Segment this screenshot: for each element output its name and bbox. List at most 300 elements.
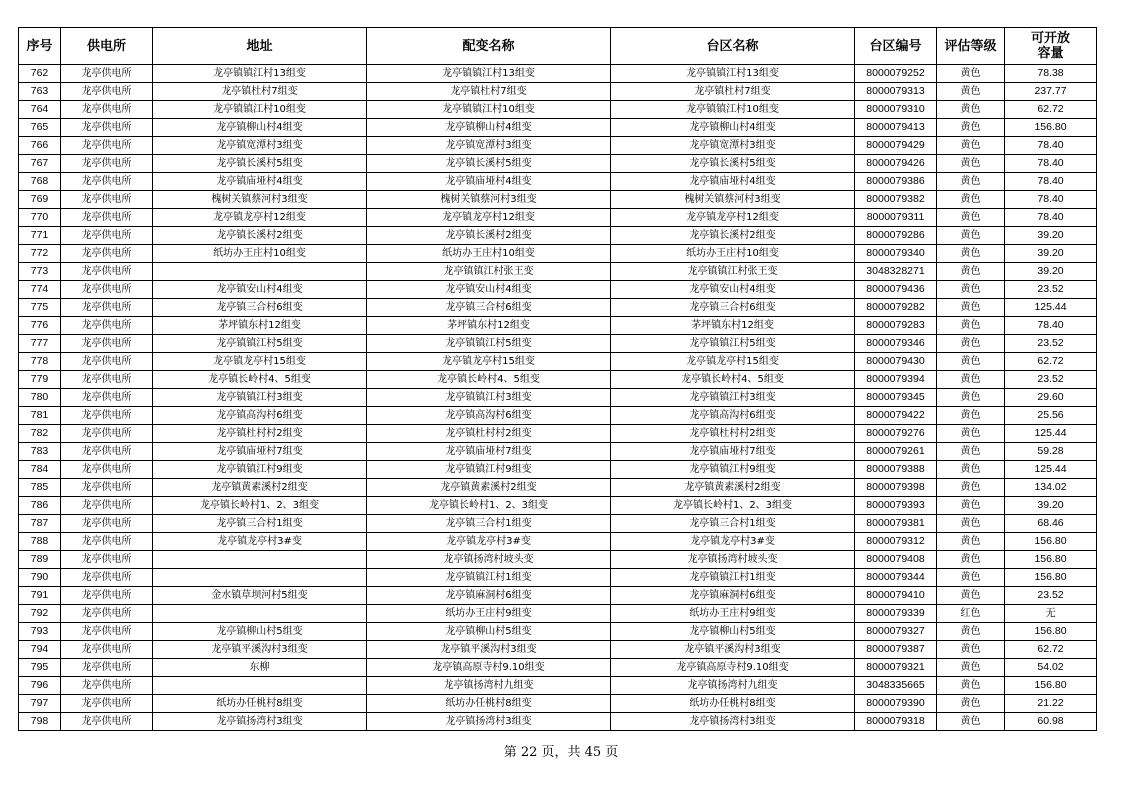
table-row bbox=[19, 209, 1097, 227]
cell-rating: 黄色 bbox=[937, 173, 1005, 191]
cell-transformer-name: 龙亭镇高原寺村9.10组变 bbox=[367, 659, 611, 677]
cell-area-name: 龙亭镇扬湾村坡头变 bbox=[611, 551, 855, 569]
cell-capacity: 156.80 bbox=[1005, 533, 1097, 551]
cell-station: 龙亭供电所 bbox=[61, 155, 153, 173]
cell-transformer-name: 龙亭镇庙垭村7组变 bbox=[367, 443, 611, 461]
cell-address: 龙亭镇庙垭村7组变 bbox=[153, 443, 367, 461]
header-row bbox=[19, 28, 1097, 65]
cell-capacity: 134.02 bbox=[1005, 479, 1097, 497]
cell-transformer-name: 龙亭镇三合村6组变 bbox=[367, 299, 611, 317]
table-row bbox=[19, 425, 1097, 443]
table-row bbox=[19, 371, 1097, 389]
cell-area-name: 龙亭镇黄素溪村2组变 bbox=[611, 479, 855, 497]
cell-address: 东柳 bbox=[153, 659, 367, 677]
cell-transformer-name: 龙亭镇长岭村1、2、3组变 bbox=[367, 497, 611, 515]
cell-station: 龙亭供电所 bbox=[61, 695, 153, 713]
cell-area-name: 龙亭镇宽潭村3组变 bbox=[611, 137, 855, 155]
cell-area-name: 纸坊办王庄村10组变 bbox=[611, 245, 855, 263]
cell-capacity: 125.44 bbox=[1005, 461, 1097, 479]
cell-area-code: 8000079282 bbox=[855, 299, 937, 317]
cell-station: 龙亭供电所 bbox=[61, 461, 153, 479]
cell-station: 龙亭供电所 bbox=[61, 605, 153, 623]
cell-station: 龙亭供电所 bbox=[61, 371, 153, 389]
table-row bbox=[19, 713, 1097, 731]
cell-capacity: 39.20 bbox=[1005, 227, 1097, 245]
cell-area-code: 8000079321 bbox=[855, 659, 937, 677]
cell-address: 纸坊办王庄村10组变 bbox=[153, 245, 367, 263]
cell-address: 纸坊办任桃村8组变 bbox=[153, 695, 367, 713]
cell-area-code: 8000079286 bbox=[855, 227, 937, 245]
cell-area-code: 3048335665 bbox=[855, 677, 937, 695]
cell-transformer-name: 龙亭镇扬湾村坡头变 bbox=[367, 551, 611, 569]
cell-area-name: 龙亭镇长溪村5组变 bbox=[611, 155, 855, 173]
cell-index: 790 bbox=[19, 569, 61, 587]
cell-rating: 黄色 bbox=[937, 83, 1005, 101]
cell-area-name: 龙亭镇龙亭村12组变 bbox=[611, 209, 855, 227]
cell-area-code: 8000079408 bbox=[855, 551, 937, 569]
cell-address: 龙亭镇柳山村5组变 bbox=[153, 623, 367, 641]
cell-capacity: 62.72 bbox=[1005, 101, 1097, 119]
cell-capacity: 78.40 bbox=[1005, 155, 1097, 173]
cell-capacity: 125.44 bbox=[1005, 425, 1097, 443]
cell-address: 龙亭镇镇江村9组变 bbox=[153, 461, 367, 479]
cell-index: 783 bbox=[19, 443, 61, 461]
cell-station: 龙亭供电所 bbox=[61, 551, 153, 569]
cell-index: 772 bbox=[19, 245, 61, 263]
table-row bbox=[19, 569, 1097, 587]
cell-area-name: 龙亭镇庙垭村4组变 bbox=[611, 173, 855, 191]
cell-transformer-name: 龙亭镇镇江村5组变 bbox=[367, 335, 611, 353]
table-row bbox=[19, 137, 1097, 155]
cell-area-name: 龙亭镇扬湾村3组变 bbox=[611, 713, 855, 731]
cell-area-name: 龙亭镇高沟村6组变 bbox=[611, 407, 855, 425]
cell-index: 797 bbox=[19, 695, 61, 713]
cell-area-name: 纸坊办任桃村8组变 bbox=[611, 695, 855, 713]
cell-station: 龙亭供电所 bbox=[61, 497, 153, 515]
cell-area-code: 8000079426 bbox=[855, 155, 937, 173]
cell-transformer-name: 龙亭镇镇江村3组变 bbox=[367, 389, 611, 407]
cell-capacity: 39.20 bbox=[1005, 497, 1097, 515]
cell-index: 796 bbox=[19, 677, 61, 695]
cell-area-code: 8000079398 bbox=[855, 479, 937, 497]
cell-index: 781 bbox=[19, 407, 61, 425]
cell-area-code: 8000079346 bbox=[855, 335, 937, 353]
cell-area-code: 8000079381 bbox=[855, 515, 937, 533]
cell-index: 765 bbox=[19, 119, 61, 137]
cell-rating: 黄色 bbox=[937, 335, 1005, 353]
cell-area-code: 8000079387 bbox=[855, 641, 937, 659]
cell-transformer-name: 龙亭镇长溪村2组变 bbox=[367, 227, 611, 245]
header-address: 地址 bbox=[153, 28, 367, 65]
cell-area-code: 8000079422 bbox=[855, 407, 937, 425]
table-row bbox=[19, 65, 1097, 83]
table-row bbox=[19, 299, 1097, 317]
table-row bbox=[19, 83, 1097, 101]
cell-area-name: 龙亭镇安山村4组变 bbox=[611, 281, 855, 299]
cell-rating: 黄色 bbox=[937, 425, 1005, 443]
table-row bbox=[19, 155, 1097, 173]
cell-capacity: 59.28 bbox=[1005, 443, 1097, 461]
cell-area-name: 龙亭镇杜村7组变 bbox=[611, 83, 855, 101]
cell-index: 763 bbox=[19, 83, 61, 101]
page-footer: 第 22 页，共 45 页 bbox=[503, 745, 619, 760]
cell-area-code: 8000079344 bbox=[855, 569, 937, 587]
cell-index: 787 bbox=[19, 515, 61, 533]
cell-transformer-name: 龙亭镇柳山村4组变 bbox=[367, 119, 611, 137]
cell-transformer-name: 纸坊办王庄村9组变 bbox=[367, 605, 611, 623]
cell-address: 龙亭镇镇江村5组变 bbox=[153, 335, 367, 353]
cell-area-name: 槐树关镇蔡河村3组变 bbox=[611, 191, 855, 209]
cell-transformer-name: 龙亭镇镇江村张王变 bbox=[367, 263, 611, 281]
cell-station: 龙亭供电所 bbox=[61, 515, 153, 533]
cell-station: 龙亭供电所 bbox=[61, 587, 153, 605]
table-row bbox=[19, 605, 1097, 623]
cell-address: 龙亭镇镇江村10组变 bbox=[153, 101, 367, 119]
table-row bbox=[19, 551, 1097, 569]
cell-index: 782 bbox=[19, 425, 61, 443]
cell-station: 龙亭供电所 bbox=[61, 569, 153, 587]
cell-address: 龙亭镇镇江村3组变 bbox=[153, 389, 367, 407]
header-station: 供电所 bbox=[61, 28, 153, 65]
cell-transformer-name: 龙亭镇麻洞村6组变 bbox=[367, 587, 611, 605]
data-table bbox=[18, 27, 1097, 731]
cell-transformer-name: 槐树关镇蔡河村3组变 bbox=[367, 191, 611, 209]
cell-capacity: 78.40 bbox=[1005, 173, 1097, 191]
cell-capacity: 39.20 bbox=[1005, 263, 1097, 281]
cell-address: 茅坪镇东村12组变 bbox=[153, 317, 367, 335]
cell-capacity: 78.40 bbox=[1005, 191, 1097, 209]
cell-area-code: 8000079410 bbox=[855, 587, 937, 605]
cell-rating: 黄色 bbox=[937, 263, 1005, 281]
table-row bbox=[19, 497, 1097, 515]
cell-index: 774 bbox=[19, 281, 61, 299]
cell-transformer-name: 龙亭镇扬湾村九组变 bbox=[367, 677, 611, 695]
cell-station: 龙亭供电所 bbox=[61, 443, 153, 461]
cell-index: 769 bbox=[19, 191, 61, 209]
cell-address bbox=[153, 263, 367, 281]
cell-station: 龙亭供电所 bbox=[61, 677, 153, 695]
cell-rating: 黄色 bbox=[937, 515, 1005, 533]
cell-area-name: 龙亭镇镇江村10组变 bbox=[611, 101, 855, 119]
cell-area-name: 龙亭镇扬湾村九组变 bbox=[611, 677, 855, 695]
table-row bbox=[19, 101, 1097, 119]
cell-area-name: 龙亭镇长溪村2组变 bbox=[611, 227, 855, 245]
cell-area-code: 8000079393 bbox=[855, 497, 937, 515]
cell-station: 龙亭供电所 bbox=[61, 191, 153, 209]
cell-rating: 黄色 bbox=[937, 497, 1005, 515]
cell-area-name: 龙亭镇龙亭村15组变 bbox=[611, 353, 855, 371]
cell-address: 龙亭镇宽潭村3组变 bbox=[153, 137, 367, 155]
cell-rating: 黄色 bbox=[937, 659, 1005, 677]
header-capacity bbox=[1005, 28, 1097, 65]
cell-transformer-name: 龙亭镇长岭村4、5组变 bbox=[367, 371, 611, 389]
cell-rating: 黄色 bbox=[937, 137, 1005, 155]
cell-area-name: 龙亭镇长岭村4、5组变 bbox=[611, 371, 855, 389]
cell-rating: 黄色 bbox=[937, 623, 1005, 641]
cell-rating: 黄色 bbox=[937, 533, 1005, 551]
cell-address: 龙亭镇镇江村13组变 bbox=[153, 65, 367, 83]
cell-index: 784 bbox=[19, 461, 61, 479]
cell-transformer-name: 龙亭镇龙亭村12组变 bbox=[367, 209, 611, 227]
table-row bbox=[19, 533, 1097, 551]
cell-rating: 黄色 bbox=[937, 587, 1005, 605]
table-row bbox=[19, 659, 1097, 677]
cell-area-code: 8000079311 bbox=[855, 209, 937, 227]
cell-capacity: 156.80 bbox=[1005, 551, 1097, 569]
cell-capacity: 39.20 bbox=[1005, 245, 1097, 263]
table-row bbox=[19, 677, 1097, 695]
table-row bbox=[19, 317, 1097, 335]
cell-address: 龙亭镇扬湾村3组变 bbox=[153, 713, 367, 731]
cell-area-code: 8000079313 bbox=[855, 83, 937, 101]
cell-area-code: 3048328271 bbox=[855, 263, 937, 281]
cell-capacity: 23.52 bbox=[1005, 371, 1097, 389]
cell-area-code: 8000079345 bbox=[855, 389, 937, 407]
cell-transformer-name: 龙亭镇长溪村5组变 bbox=[367, 155, 611, 173]
cell-rating: 黄色 bbox=[937, 299, 1005, 317]
cell-capacity: 78.40 bbox=[1005, 317, 1097, 335]
table-row bbox=[19, 173, 1097, 191]
cell-rating: 黄色 bbox=[937, 245, 1005, 263]
cell-transformer-name: 龙亭镇安山村4组变 bbox=[367, 281, 611, 299]
cell-index: 780 bbox=[19, 389, 61, 407]
cell-area-name: 龙亭镇三合村1组变 bbox=[611, 515, 855, 533]
cell-capacity: 156.80 bbox=[1005, 119, 1097, 137]
cell-area-code: 8000079382 bbox=[855, 191, 937, 209]
table-row bbox=[19, 281, 1097, 299]
cell-index: 791 bbox=[19, 587, 61, 605]
cell-transformer-name: 龙亭镇庙垭村4组变 bbox=[367, 173, 611, 191]
cell-area-name: 龙亭镇麻洞村6组变 bbox=[611, 587, 855, 605]
cell-transformer-name: 纸坊办任桃村8组变 bbox=[367, 695, 611, 713]
cell-transformer-name: 龙亭镇杜村村2组变 bbox=[367, 425, 611, 443]
cell-area-code: 8000079394 bbox=[855, 371, 937, 389]
cell-area-name: 龙亭镇三合村6组变 bbox=[611, 299, 855, 317]
cell-station: 龙亭供电所 bbox=[61, 425, 153, 443]
cell-station: 龙亭供电所 bbox=[61, 713, 153, 731]
cell-capacity: 62.72 bbox=[1005, 353, 1097, 371]
cell-station: 龙亭供电所 bbox=[61, 659, 153, 677]
cell-transformer-name: 龙亭镇龙亭村3#变 bbox=[367, 533, 611, 551]
cell-rating: 黄色 bbox=[937, 353, 1005, 371]
cell-index: 762 bbox=[19, 65, 61, 83]
cell-address bbox=[153, 677, 367, 695]
cell-area-code: 8000079327 bbox=[855, 623, 937, 641]
cell-address: 龙亭镇长溪村5组变 bbox=[153, 155, 367, 173]
cell-station: 龙亭供电所 bbox=[61, 101, 153, 119]
cell-station: 龙亭供电所 bbox=[61, 137, 153, 155]
table-row bbox=[19, 407, 1097, 425]
cell-rating: 黄色 bbox=[937, 641, 1005, 659]
cell-area-name: 龙亭镇庙垭村7组变 bbox=[611, 443, 855, 461]
cell-capacity: 78.38 bbox=[1005, 65, 1097, 83]
cell-area-code: 8000079340 bbox=[855, 245, 937, 263]
cell-area-code: 8000079312 bbox=[855, 533, 937, 551]
cell-rating: 黄色 bbox=[937, 155, 1005, 173]
table-row bbox=[19, 389, 1097, 407]
cell-transformer-name: 龙亭镇高沟村6组变 bbox=[367, 407, 611, 425]
cell-area-code: 8000079310 bbox=[855, 101, 937, 119]
cell-capacity: 60.98 bbox=[1005, 713, 1097, 731]
cell-address: 龙亭镇三合村6组变 bbox=[153, 299, 367, 317]
cell-index: 785 bbox=[19, 479, 61, 497]
cell-area-name: 龙亭镇柳山村5组变 bbox=[611, 623, 855, 641]
cell-rating: 黄色 bbox=[937, 65, 1005, 83]
table-row bbox=[19, 191, 1097, 209]
cell-area-name: 龙亭镇高原寺村9.10组变 bbox=[611, 659, 855, 677]
cell-area-code: 8000079318 bbox=[855, 713, 937, 731]
cell-address: 龙亭镇长岭村4、5组变 bbox=[153, 371, 367, 389]
cell-capacity: 237.77 bbox=[1005, 83, 1097, 101]
cell-index: 777 bbox=[19, 335, 61, 353]
cell-capacity: 21.22 bbox=[1005, 695, 1097, 713]
cell-address: 龙亭镇黄素溪村2组变 bbox=[153, 479, 367, 497]
cell-station: 龙亭供电所 bbox=[61, 119, 153, 137]
cell-station: 龙亭供电所 bbox=[61, 479, 153, 497]
cell-rating: 黄色 bbox=[937, 371, 1005, 389]
cell-station: 龙亭供电所 bbox=[61, 227, 153, 245]
cell-station: 龙亭供电所 bbox=[61, 335, 153, 353]
table-row bbox=[19, 263, 1097, 281]
cell-transformer-name: 纸坊办王庄村10组变 bbox=[367, 245, 611, 263]
cell-transformer-name: 龙亭镇柳山村5组变 bbox=[367, 623, 611, 641]
cell-address: 龙亭镇三合村1组变 bbox=[153, 515, 367, 533]
cell-area-name: 纸坊办王庄村9组变 bbox=[611, 605, 855, 623]
header-index: 序号 bbox=[19, 28, 61, 65]
cell-area-code: 8000079339 bbox=[855, 605, 937, 623]
cell-address: 龙亭镇庙垭村4组变 bbox=[153, 173, 367, 191]
cell-station: 龙亭供电所 bbox=[61, 407, 153, 425]
cell-transformer-name: 龙亭镇龙亭村15组变 bbox=[367, 353, 611, 371]
cell-station: 龙亭供电所 bbox=[61, 533, 153, 551]
cell-station: 龙亭供电所 bbox=[61, 245, 153, 263]
cell-rating: 红色 bbox=[937, 605, 1005, 623]
cell-index: 778 bbox=[19, 353, 61, 371]
table-row bbox=[19, 443, 1097, 461]
cell-index: 798 bbox=[19, 713, 61, 731]
cell-rating: 黄色 bbox=[937, 551, 1005, 569]
header-transformer-name: 配变名称 bbox=[367, 28, 611, 65]
cell-index: 794 bbox=[19, 641, 61, 659]
cell-rating: 黄色 bbox=[937, 569, 1005, 587]
cell-station: 龙亭供电所 bbox=[61, 317, 153, 335]
cell-station: 龙亭供电所 bbox=[61, 623, 153, 641]
cell-rating: 黄色 bbox=[937, 713, 1005, 731]
cell-rating: 黄色 bbox=[937, 101, 1005, 119]
cell-index: 766 bbox=[19, 137, 61, 155]
cell-index: 776 bbox=[19, 317, 61, 335]
cell-area-code: 8000079252 bbox=[855, 65, 937, 83]
cell-rating: 黄色 bbox=[937, 317, 1005, 335]
cell-area-name: 龙亭镇镇江村张王变 bbox=[611, 263, 855, 281]
cell-area-code: 8000079388 bbox=[855, 461, 937, 479]
table-row bbox=[19, 335, 1097, 353]
cell-index: 793 bbox=[19, 623, 61, 641]
cell-rating: 黄色 bbox=[937, 227, 1005, 245]
cell-address: 龙亭镇龙亭村3#变 bbox=[153, 533, 367, 551]
cell-area-code: 8000079283 bbox=[855, 317, 937, 335]
table-row bbox=[19, 461, 1097, 479]
cell-capacity: 78.40 bbox=[1005, 209, 1097, 227]
cell-transformer-name: 龙亭镇镇江村13组变 bbox=[367, 65, 611, 83]
table-row bbox=[19, 353, 1097, 371]
cell-station: 龙亭供电所 bbox=[61, 173, 153, 191]
cell-transformer-name: 茅坪镇东村12组变 bbox=[367, 317, 611, 335]
cell-index: 775 bbox=[19, 299, 61, 317]
cell-address bbox=[153, 569, 367, 587]
cell-area-code: 8000079386 bbox=[855, 173, 937, 191]
cell-area-name: 龙亭镇长岭村1、2、3组变 bbox=[611, 497, 855, 515]
cell-index: 770 bbox=[19, 209, 61, 227]
cell-address: 龙亭镇长岭村1、2、3组变 bbox=[153, 497, 367, 515]
header-capacity-text: 可开放容量 bbox=[1030, 31, 1070, 61]
table-row bbox=[19, 587, 1097, 605]
table-row bbox=[19, 623, 1097, 641]
cell-rating: 黄色 bbox=[937, 119, 1005, 137]
cell-address: 槐树关镇蔡河村3组变 bbox=[153, 191, 367, 209]
cell-transformer-name: 龙亭镇三合村1组变 bbox=[367, 515, 611, 533]
cell-index: 764 bbox=[19, 101, 61, 119]
cell-capacity: 156.80 bbox=[1005, 677, 1097, 695]
cell-address: 龙亭镇安山村4组变 bbox=[153, 281, 367, 299]
cell-capacity: 156.80 bbox=[1005, 623, 1097, 641]
cell-area-name: 龙亭镇镇江村9组变 bbox=[611, 461, 855, 479]
cell-address: 龙亭镇平溪沟村3组变 bbox=[153, 641, 367, 659]
cell-index: 792 bbox=[19, 605, 61, 623]
cell-area-name: 龙亭镇镇江村1组变 bbox=[611, 569, 855, 587]
cell-capacity: 54.02 bbox=[1005, 659, 1097, 677]
cell-index: 767 bbox=[19, 155, 61, 173]
cell-transformer-name: 龙亭镇扬湾村3组变 bbox=[367, 713, 611, 731]
table-row bbox=[19, 479, 1097, 497]
cell-index: 786 bbox=[19, 497, 61, 515]
cell-address: 龙亭镇高沟村6组变 bbox=[153, 407, 367, 425]
cell-transformer-name: 龙亭镇镇江村10组变 bbox=[367, 101, 611, 119]
table-row bbox=[19, 227, 1097, 245]
cell-area-name: 龙亭镇平溪沟村3组变 bbox=[611, 641, 855, 659]
cell-area-code: 8000079390 bbox=[855, 695, 937, 713]
cell-rating: 黄色 bbox=[937, 677, 1005, 695]
cell-area-name: 茅坪镇东村12组变 bbox=[611, 317, 855, 335]
header-area-code: 台区编号 bbox=[855, 28, 937, 65]
cell-capacity: 78.40 bbox=[1005, 137, 1097, 155]
cell-area-name: 龙亭镇柳山村4组变 bbox=[611, 119, 855, 137]
cell-address: 龙亭镇龙亭村15组变 bbox=[153, 353, 367, 371]
cell-station: 龙亭供电所 bbox=[61, 641, 153, 659]
cell-area-name: 龙亭镇镇江村3组变 bbox=[611, 389, 855, 407]
cell-station: 龙亭供电所 bbox=[61, 281, 153, 299]
header-rating: 评估等级 bbox=[937, 28, 1005, 65]
cell-index: 779 bbox=[19, 371, 61, 389]
cell-capacity: 29.60 bbox=[1005, 389, 1097, 407]
cell-transformer-name: 龙亭镇杜村7组变 bbox=[367, 83, 611, 101]
cell-area-name: 龙亭镇镇江村13组变 bbox=[611, 65, 855, 83]
cell-address bbox=[153, 551, 367, 569]
cell-index: 773 bbox=[19, 263, 61, 281]
cell-area-code: 8000079413 bbox=[855, 119, 937, 137]
cell-index: 795 bbox=[19, 659, 61, 677]
cell-rating: 黄色 bbox=[937, 209, 1005, 227]
cell-rating: 黄色 bbox=[937, 695, 1005, 713]
cell-capacity: 62.72 bbox=[1005, 641, 1097, 659]
header-area-name: 台区名称 bbox=[611, 28, 855, 65]
cell-rating: 黄色 bbox=[937, 281, 1005, 299]
cell-station: 龙亭供电所 bbox=[61, 65, 153, 83]
cell-address: 龙亭镇杜村村2组变 bbox=[153, 425, 367, 443]
cell-capacity: 25.56 bbox=[1005, 407, 1097, 425]
cell-area-name: 龙亭镇龙亭村3#变 bbox=[611, 533, 855, 551]
cell-area-code: 8000079430 bbox=[855, 353, 937, 371]
